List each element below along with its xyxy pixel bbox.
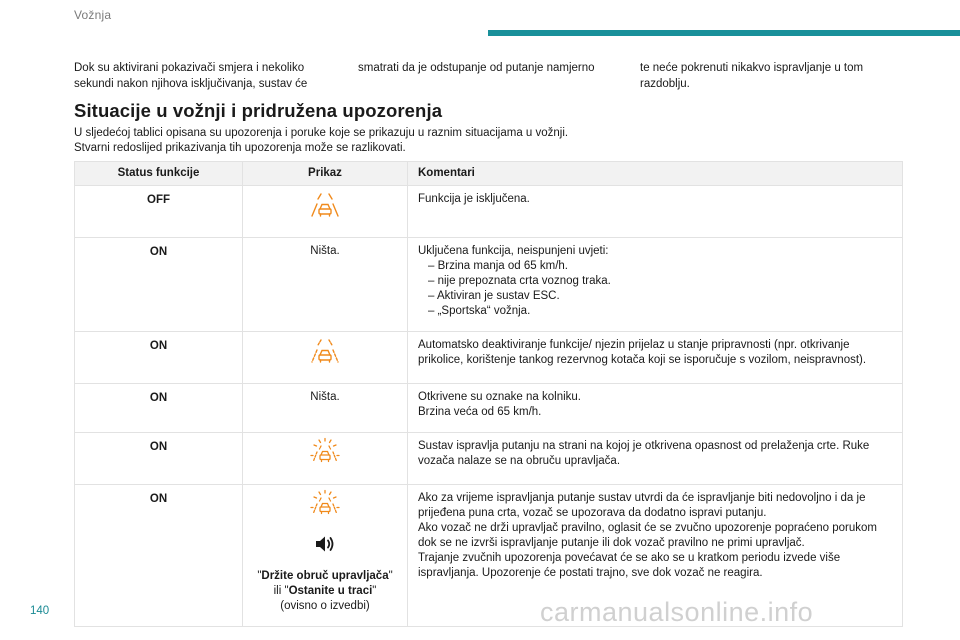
lane-correction-active-icon — [310, 489, 340, 519]
comment-line: Brzina veća od 65 km/h. — [418, 406, 542, 418]
display-cell — [243, 186, 408, 238]
display-cell — [243, 485, 408, 627]
table-row — [75, 332, 903, 384]
comment-cell: Sustav ispravlja putanju na strani na kojoj je otkrivena opasnost od prelaženja crte. Ruke vozača nalaze se na obruču upravljača. — [408, 433, 903, 485]
comment-paragraph: Ako za vrijeme ispravljanja putanje sustav utvrdi da će ispravljanje biti nedovoljno i da je prijeđena puna crta, vozač se upozorava da dodatno ispravi putanju. — [418, 492, 866, 519]
status-cell: OFF — [75, 186, 243, 238]
lane-warning-standby-icon — [310, 336, 340, 366]
comment-line: Otkrivene su oznake na kolniku. — [418, 391, 582, 403]
warnings-table — [74, 161, 903, 627]
header-status: Status funkcije — [75, 162, 243, 186]
watermark: carmanualsonline.info — [540, 597, 814, 627]
status-cell: ON — [75, 332, 243, 384]
intro-column-2: smatrati da je odstupanje od putanje namjerno — [358, 62, 595, 74]
header-accent-bar — [488, 30, 960, 36]
table-row — [75, 433, 903, 485]
display-none-text: Ništa. — [310, 245, 340, 257]
lead-line-1: U sljedećoj tablici opisana su upozorenja i poruke koje se prikazuju u raznim situacijama u vožnji. — [74, 127, 569, 139]
table-row — [75, 238, 903, 332]
section-lead — [74, 126, 894, 156]
message-hold-wheel: Držite obruč upravljača — [261, 570, 389, 582]
section-title: Situacije u vožnji i pridružena upozorenja — [74, 100, 443, 121]
status-cell: ON — [75, 433, 243, 485]
status-cell: ON — [75, 384, 243, 433]
page-number: 140 — [30, 605, 50, 617]
comment-paragraph: Trajanje zvučnih upozorenja povećavat će se ako se u kratkom periodu izvede više ispravljanja. Upozorenje će postati trajno, sve dok vozač ne reagira. — [418, 552, 841, 579]
list-item: – nije prepoznata crta voznog traka. — [428, 275, 611, 287]
speaker-icon — [314, 534, 336, 554]
display-message — [249, 569, 401, 614]
message-line-2: ili "Ostanite u traci" — [273, 585, 377, 597]
comment-paragraph: Ako vozač ne drži upravljač pravilno, oglasit će se zvučno upozorenje popraćeno porukom dok se ne izvrši ispravljanje putanje ili dok vozač pravilno ne primi upravljač. — [418, 522, 877, 549]
condition-list — [418, 259, 896, 319]
list-item: – Brzina manja od 65 km/h. — [428, 260, 568, 272]
lane-warning-off-icon — [310, 190, 340, 220]
message-line-1: "Držite obruč upravljača" — [257, 570, 393, 582]
status-cell: ON — [75, 485, 243, 627]
header-display: Prikaz — [243, 162, 408, 186]
comment-cell — [408, 238, 903, 332]
comment-cell: Automatsko deaktiviranje funkcije/ njezin prijelaz u stanje pripravnosti (npr. otkrivanje prikolice, korištenje tankog rezervnog kotača koji se isporučuje s vozilom, neispravnost). — [408, 332, 903, 384]
comment-cell: Funkcija je isključena. — [408, 186, 903, 238]
comment-cell — [408, 384, 903, 433]
display-none-text: Ništa. — [310, 391, 340, 403]
intro-column-1: Dok su aktivirani pokazivači smjera i nekoliko sekundi nakon njihova isključivanja, sustav će — [74, 62, 308, 90]
display-cell — [243, 238, 408, 332]
lead-line-2: Stvarni redoslijed prikazivanja tih upozorenja može se razlikovati. — [74, 142, 406, 154]
table-row — [75, 384, 903, 433]
table-header-row — [75, 162, 903, 186]
comment-intro: Uključena funkcija, neispunjeni uvjeti: — [418, 245, 609, 257]
list-item: – Aktiviran je sustav ESC. — [428, 290, 560, 302]
header-comments: Komentari — [408, 162, 903, 186]
chapter-title: Vožnja — [74, 8, 112, 22]
table-row — [75, 186, 903, 238]
display-cell — [243, 433, 408, 485]
message-note: (ovisno o izvedbi) — [280, 600, 370, 612]
display-cell — [243, 384, 408, 433]
list-item: – „Sportska“ vožnja. — [428, 305, 531, 317]
message-stay-in-lane: Ostanite u traci — [288, 585, 373, 597]
display-cell — [243, 332, 408, 384]
intro-column-3: te neće pokrenuti nikakvo ispravljanje u tom razdoblju. — [640, 62, 864, 90]
lane-correction-active-icon — [310, 437, 340, 467]
status-cell: ON — [75, 238, 243, 332]
